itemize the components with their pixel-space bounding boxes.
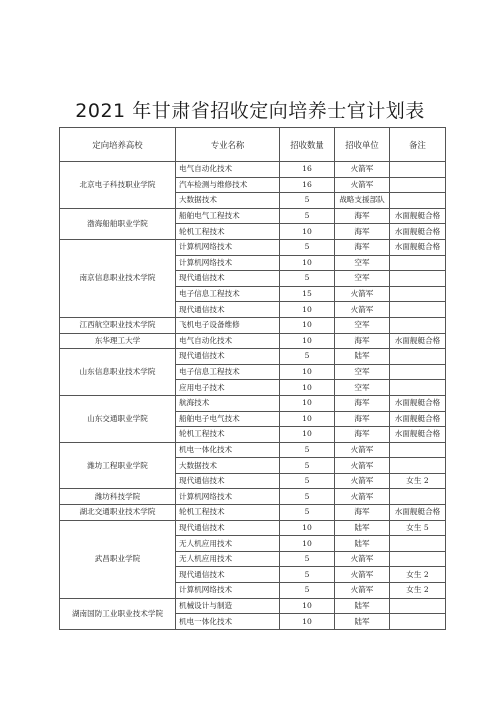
remarks-cell: [390, 614, 446, 630]
table-row: [60, 349, 446, 365]
table-row: [60, 442, 446, 458]
unit-cell: 陆军: [335, 614, 390, 630]
remarks-cell: [390, 255, 446, 271]
quantity-cell: 10: [280, 395, 335, 411]
quantity-cell: 5: [280, 505, 335, 521]
major-cell: 航海技术: [176, 395, 280, 411]
unit-cell: 陆军: [335, 536, 390, 552]
major-cell: 汽车检测与维修技术: [176, 177, 280, 193]
major-cell: 计算机网络技术: [176, 239, 280, 255]
header-quantity: 招收数量: [280, 128, 335, 162]
remarks-cell: 水面舰艇合格: [390, 333, 446, 349]
table-row: [60, 505, 446, 521]
remarks-cell: [390, 551, 446, 567]
quantity-cell: 5: [280, 567, 335, 583]
major-cell: 无人机应用技术: [176, 536, 280, 552]
unit-cell: 陆军: [335, 349, 390, 365]
school-cell: 山东交通职业学院: [60, 395, 176, 442]
quantity-cell: 5: [280, 489, 335, 505]
remarks-cell: [390, 458, 446, 474]
document-title: 2021 年甘肃省招收定向培养士官计划表: [75, 100, 425, 122]
quantity-cell: 5: [280, 551, 335, 567]
remarks-cell: 女生 5: [390, 520, 446, 536]
major-cell: 机电一体化技术: [176, 614, 280, 630]
major-cell: 现代通信技术: [176, 302, 280, 318]
remarks-cell: [390, 317, 446, 333]
unit-cell: 火箭军: [335, 473, 390, 489]
remarks-cell: 水面舰艇合格: [390, 411, 446, 427]
major-cell: 大数据技术: [176, 458, 280, 474]
table-header-row: [60, 128, 446, 162]
table-row: [60, 333, 446, 349]
major-cell: 现代通信技术: [176, 473, 280, 489]
remarks-cell: [390, 380, 446, 396]
major-cell: 电子信息工程技术: [176, 364, 280, 380]
unit-cell: 火箭军: [335, 567, 390, 583]
quantity-cell: 10: [280, 255, 335, 271]
major-cell: 大数据技术: [176, 193, 280, 209]
unit-cell: 海军: [335, 427, 390, 443]
school-cell: 北京电子科技职业学院: [60, 162, 176, 209]
quantity-cell: 10: [280, 317, 335, 333]
major-cell: 现代通信技术: [176, 349, 280, 365]
quantity-cell: 5: [280, 458, 335, 474]
unit-cell: 海军: [335, 395, 390, 411]
unit-cell: 火箭军: [335, 162, 390, 178]
remarks-cell: 水面舰艇合格: [390, 427, 446, 443]
table-body: [60, 162, 446, 630]
school-cell: 湖北交通职业技术学院: [60, 505, 176, 521]
major-cell: 电气自动化技术: [176, 333, 280, 349]
quantity-cell: 10: [280, 427, 335, 443]
remarks-cell: [390, 598, 446, 614]
unit-cell: 陆军: [335, 520, 390, 536]
quantity-cell: 10: [280, 411, 335, 427]
quantity-cell: 16: [280, 162, 335, 178]
header-school: 定向培养高校: [60, 128, 176, 162]
school-cell: 东华理工大学: [60, 333, 176, 349]
major-cell: 计算机网络技术: [176, 255, 280, 271]
table-row: [60, 208, 446, 224]
major-cell: 应用电子技术: [176, 380, 280, 396]
remarks-cell: 水面舰艇合格: [390, 505, 446, 521]
major-cell: 无人机应用技术: [176, 551, 280, 567]
quantity-cell: 5: [280, 473, 335, 489]
remarks-cell: [390, 536, 446, 552]
header-remarks: 备注: [390, 128, 446, 162]
quantity-cell: 5: [280, 239, 335, 255]
remarks-cell: [390, 286, 446, 302]
recruitment-plan-table: [59, 127, 446, 630]
unit-cell: 火箭军: [335, 442, 390, 458]
table-row: [60, 317, 446, 333]
remarks-cell: [390, 442, 446, 458]
unit-cell: 海军: [335, 239, 390, 255]
remarks-cell: [390, 193, 446, 209]
unit-cell: 海军: [335, 505, 390, 521]
unit-cell: 空军: [335, 271, 390, 287]
major-cell: 轮机工程技术: [176, 224, 280, 240]
major-cell: 船舶电气工程技术: [176, 208, 280, 224]
school-cell: 潍坊科技学院: [60, 489, 176, 505]
table-row: [60, 395, 446, 411]
header-major: 专业名称: [176, 128, 280, 162]
major-cell: 轮机工程技术: [176, 427, 280, 443]
unit-cell: 海军: [335, 224, 390, 240]
quantity-cell: 10: [280, 536, 335, 552]
remarks-cell: [390, 162, 446, 178]
remarks-cell: [390, 302, 446, 318]
remarks-cell: 水面舰艇合格: [390, 208, 446, 224]
quantity-cell: 5: [280, 193, 335, 209]
unit-cell: 火箭军: [335, 551, 390, 567]
quantity-cell: 5: [280, 208, 335, 224]
school-cell: 潍坊工程职业学院: [60, 442, 176, 489]
remarks-cell: [390, 489, 446, 505]
unit-cell: 火箭军: [335, 286, 390, 302]
major-cell: 现代通信技术: [176, 520, 280, 536]
school-cell: 武昌职业学院: [60, 520, 176, 598]
unit-cell: 火箭军: [335, 583, 390, 599]
remarks-cell: 女生 2: [390, 473, 446, 489]
unit-cell: 空军: [335, 380, 390, 396]
unit-cell: 火箭军: [335, 458, 390, 474]
table-row: [60, 598, 446, 614]
quantity-cell: 10: [280, 302, 335, 318]
remarks-cell: [390, 349, 446, 365]
unit-cell: 战略支援部队: [335, 193, 390, 209]
quantity-cell: 10: [280, 333, 335, 349]
unit-cell: 陆军: [335, 598, 390, 614]
unit-cell: 空军: [335, 364, 390, 380]
table-row: [60, 489, 446, 505]
major-cell: 轮机工程技术: [176, 505, 280, 521]
quantity-cell: 16: [280, 177, 335, 193]
major-cell: 机电一体化技术: [176, 442, 280, 458]
table-row: [60, 239, 446, 255]
remarks-cell: 女生 2: [390, 567, 446, 583]
quantity-cell: 10: [280, 520, 335, 536]
remarks-cell: [390, 271, 446, 287]
quantity-cell: 10: [280, 614, 335, 630]
quantity-cell: 5: [280, 583, 335, 599]
unit-cell: 海军: [335, 208, 390, 224]
major-cell: 电气自动化技术: [176, 162, 280, 178]
unit-cell: 海军: [335, 333, 390, 349]
major-cell: 计算机网络技术: [176, 489, 280, 505]
remarks-cell: 水面舰艇合格: [390, 395, 446, 411]
unit-cell: 火箭军: [335, 489, 390, 505]
unit-cell: 海军: [335, 411, 390, 427]
quantity-cell: 5: [280, 271, 335, 287]
remarks-cell: 女生 2: [390, 583, 446, 599]
major-cell: 飞机电子设备维修: [176, 317, 280, 333]
major-cell: 电子信息工程技术: [176, 286, 280, 302]
remarks-cell: 水面舰艇合格: [390, 239, 446, 255]
school-cell: 江西航空职业技术学院: [60, 317, 176, 333]
major-cell: 计算机网络技术: [176, 583, 280, 599]
unit-cell: 火箭军: [335, 302, 390, 318]
quantity-cell: 10: [280, 380, 335, 396]
major-cell: 现代通信技术: [176, 271, 280, 287]
school-cell: 湖南国防工业职业技术学院: [60, 598, 176, 629]
quantity-cell: 15: [280, 286, 335, 302]
header-unit: 招收单位: [335, 128, 390, 162]
remarks-cell: [390, 364, 446, 380]
major-cell: 船舶电子电气技术: [176, 411, 280, 427]
quantity-cell: 10: [280, 224, 335, 240]
unit-cell: 空军: [335, 255, 390, 271]
unit-cell: 火箭军: [335, 177, 390, 193]
quantity-cell: 5: [280, 442, 335, 458]
remarks-cell: [390, 177, 446, 193]
school-cell: 南京信息职业技术学院: [60, 239, 176, 317]
unit-cell: 空军: [335, 317, 390, 333]
major-cell: 机械设计与制造: [176, 598, 280, 614]
table-row: [60, 520, 446, 536]
table-row: [60, 162, 446, 178]
school-cell: 山东信息职业技术学院: [60, 349, 176, 396]
quantity-cell: 5: [280, 349, 335, 365]
school-cell: 渤海船舶职业学院: [60, 208, 176, 239]
quantity-cell: 10: [280, 364, 335, 380]
remarks-cell: 水面舰艇合格: [390, 224, 446, 240]
quantity-cell: 10: [280, 598, 335, 614]
major-cell: 现代通信技术: [176, 567, 280, 583]
